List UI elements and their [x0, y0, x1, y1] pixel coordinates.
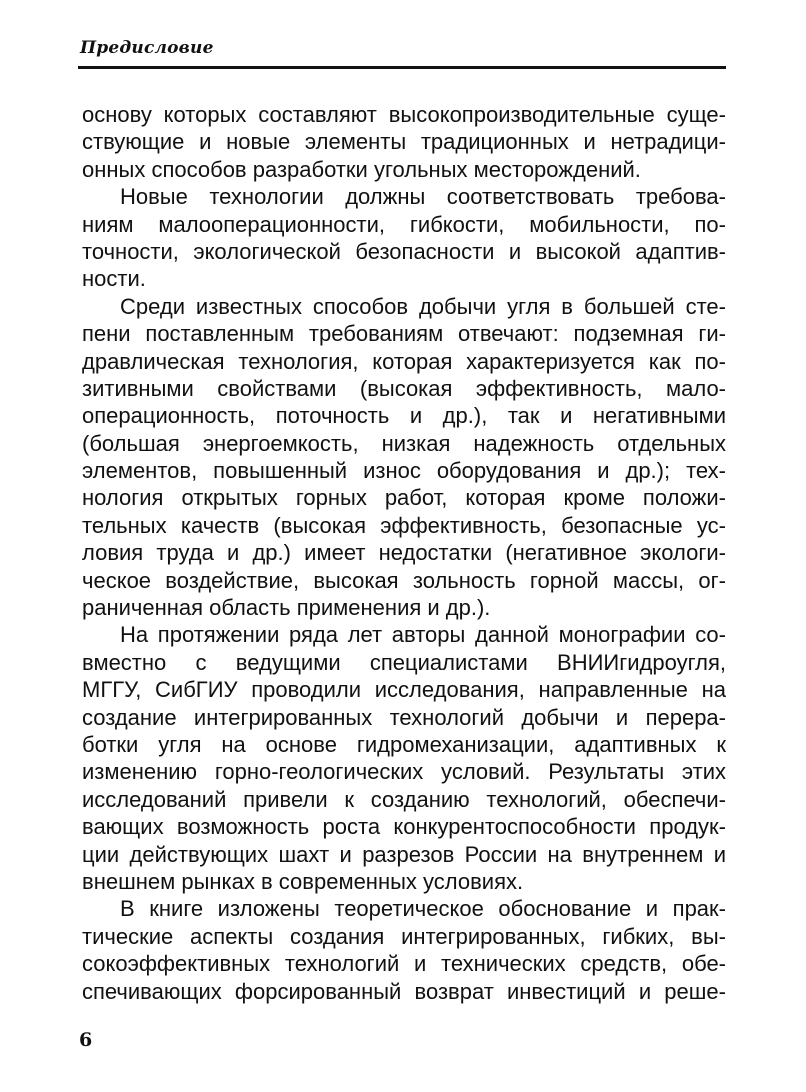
text-line: вающих возможность роста конкурентоспособности продук-: [82, 814, 726, 840]
text-line: ствующие и новые элементы традиционных и нетрадици-: [82, 129, 726, 155]
paragraph-3: [82, 293, 726, 622]
paragraph-1: [82, 101, 726, 183]
text-line: операционность, поточность и др.), так и негативными: [82, 403, 726, 429]
text-line: сокоэффективных технологий и технических средств, обе-: [82, 951, 726, 977]
text-line: элементов, повышенный износ оборудования и др.); тех-: [82, 458, 726, 484]
text-line: ности.: [82, 266, 146, 292]
text-line: вместно с ведущими специалистами ВНИИгидроугля,: [82, 649, 726, 675]
header-rule: [78, 66, 726, 69]
paragraph-2: [82, 183, 726, 293]
text-line: тельных качеств (высокая эффективность, безопасные ус-: [82, 512, 726, 538]
page-number: 6: [79, 1029, 93, 1051]
text-line: спечивающих форсированный возврат инвестиций и реше-: [82, 978, 726, 1004]
text-line: точности, экологической безопасности и высокой адаптив-: [82, 238, 726, 264]
body-text: [82, 101, 726, 1005]
paragraph-4: [82, 621, 726, 895]
text-line: внешнем рынках в современных условиях.: [82, 868, 524, 894]
text-line: дравлическая технология, которая характеризуется как по-: [82, 348, 726, 374]
text-line: МГГУ, СибГИУ проводили исследования, направленные на: [82, 677, 726, 703]
text-line: раниченная область применения и др.).: [82, 595, 491, 621]
text-line: нология открытых горных работ, которая кроме положи-: [82, 485, 726, 511]
text-line: ботки угля на основе гидромеханизации, адаптивных к: [82, 731, 726, 757]
text-line: (большая энергоемкость, низкая надежность отдельных: [82, 430, 726, 456]
text-line: создание интегрированных технологий добычи и перера-: [82, 704, 726, 730]
text-line: основу которых составляют высокопроизводительные суще-: [82, 102, 726, 127]
text-line: изменению горно-геологических условий. Результаты этих: [82, 759, 726, 785]
text-line: пени поставленным требованиям отвечают: подземная ги-: [82, 321, 726, 347]
text-line: ниям малооперационности, гибкости, мобильности, по-: [82, 211, 726, 237]
text-line: Среди известных способов добычи угля в большей сте-: [120, 293, 726, 319]
text-line: онных способов разработки угольных месторождений.: [82, 156, 641, 182]
text-line: ции действующих шахт и разрезов России на внутреннем и: [82, 841, 726, 867]
text-line: В книге изложены теоретическое обоснование и прак-: [120, 896, 726, 922]
running-head-title: Предисловие: [80, 38, 214, 58]
text-line: На протяжении ряда лет авторы данной монографии со-: [120, 622, 726, 648]
text-line: ческое воздействие, высокая зольность горной массы, ог-: [82, 567, 726, 593]
paragraph-5: [82, 895, 726, 1005]
text-line: тические аспекты создания интегрированных, гибких, вы-: [82, 923, 726, 949]
text-line: зитивными свойствами (высокая эффективность, мало-: [82, 375, 726, 401]
text-line: исследований привели к созданию технологий, обеспечи-: [82, 786, 726, 812]
text-line: ловия труда и др.) имеет недостатки (негативное экологи-: [82, 540, 726, 566]
text-line: Новые технологии должны соответствовать требова-: [120, 184, 726, 210]
